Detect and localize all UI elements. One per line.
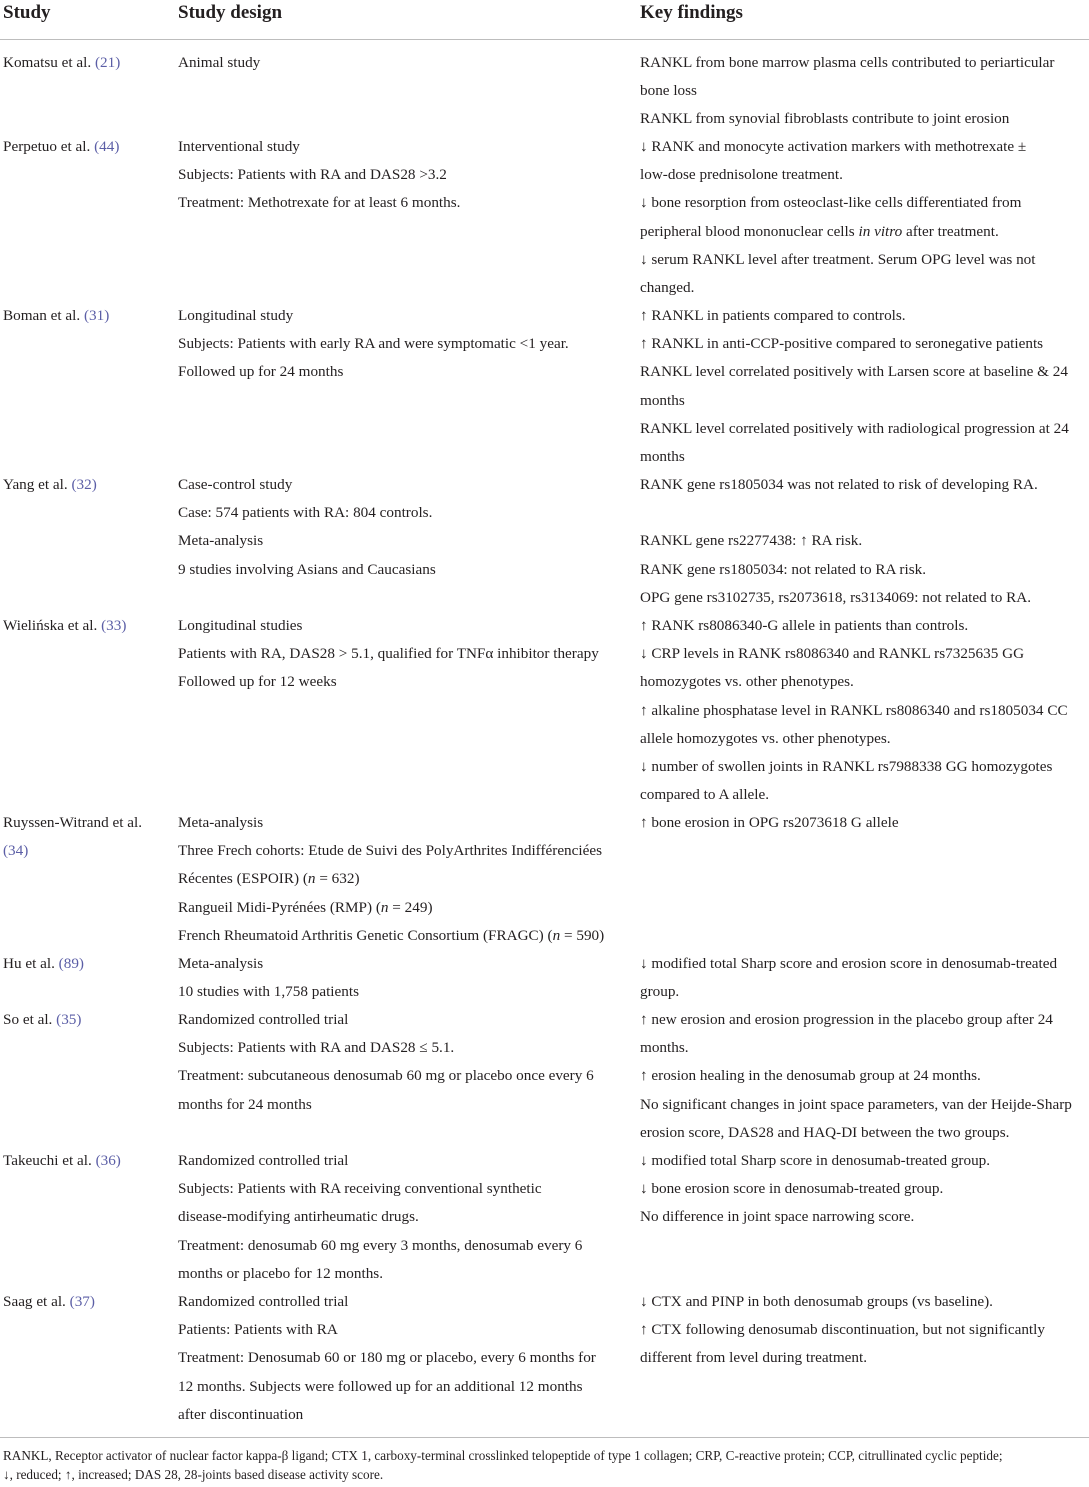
finding-line: months [640, 391, 685, 409]
finding-line: ↑ CTX following denosumab discontinuation, but not significantly [640, 1321, 1045, 1339]
finding-line: bone loss [640, 82, 697, 100]
table-bottom-rule [0, 1437, 1089, 1438]
finding-line: ↑ RANKL in patients compared to controls. [640, 307, 906, 324]
design-cell [178, 1288, 628, 1429]
design-line: Randomized controlled trial [178, 1293, 349, 1310]
study-name [3, 471, 168, 499]
finding-line: months [640, 448, 685, 466]
finding-line: ↑ bone erosion in OPG rs2073618 G allele [640, 814, 899, 831]
design-line: Subjects: Patients with RA and DAS28 ≤ 5.1. [178, 1039, 455, 1057]
study-name [3, 1147, 168, 1175]
finding-line: ↑ RANKL in anti-CCP-positive compared to seronegative patients [640, 335, 1044, 353]
header-study-design: Study design [178, 2, 283, 23]
finding-line: erosion score, DAS28 and HAQ-DI between the two groups. [640, 1123, 1010, 1141]
study-name [3, 809, 168, 837]
findings-cell [640, 809, 1086, 837]
design-cell [178, 471, 628, 584]
finding-line: ↓ CRP levels in RANK rs8086340 and RANKL rs7325635 GG [640, 645, 1025, 663]
text-segment: Rangueil Midi-Pyrénées (RMP) ( [178, 898, 381, 916]
study-author: Takeuchi et al. [3, 1152, 96, 1169]
design-line: Subjects: Patients with RA and DAS28 >3.2 [178, 166, 447, 184]
finding-line: ↓ bone resorption from osteoclast-like cells differentiated from [640, 194, 1022, 212]
design-line: Randomized controlled trial [178, 1011, 349, 1028]
study-cell [3, 302, 168, 330]
finding-line: low-dose prednisolone treatment. [640, 166, 843, 184]
finding-line: No significant changes in joint space parameters, van der Heijde-Sharp [640, 1095, 1072, 1113]
text-segment: = 632) [315, 870, 360, 888]
finding-line: changed. [640, 279, 695, 297]
finding-line: ↑ erosion healing in the denosumab group at 24 months. [640, 1067, 981, 1085]
finding-line: homozygotes vs. other phenotypes. [640, 673, 854, 691]
study-cell [3, 471, 168, 499]
design-line [178, 922, 628, 950]
table-footnote [3, 1446, 1087, 1484]
design-line: Interventional study [178, 138, 300, 155]
design-line: months for 24 months [178, 1095, 312, 1113]
finding-line: ↑ new erosion and erosion progression in the placebo group after 24 [640, 1011, 1053, 1028]
design-line: 12 months. Subjects were followed up for an additional 12 months [178, 1377, 583, 1395]
finding-line: RANKL level correlated positively with radiological progression at 24 [640, 419, 1069, 437]
study-author: Boman et al. [3, 307, 84, 324]
footnote-line: ↓, reduced; ↑, increased; DAS 28, 28-joints based disease activity score. [3, 1467, 384, 1482]
finding-line: ↓ number of swollen joints in RANKL rs7988338 GG homozygotes [640, 758, 1053, 776]
finding-line: No difference in joint space narrowing score. [640, 1208, 915, 1226]
study-cell [3, 133, 168, 161]
finding-line: ↓ serum RANKL level after treatment. Serum OPG level was not [640, 250, 1036, 268]
design-line: Case-control study [178, 476, 293, 493]
finding-line: RANK gene rs1805034: not related to RA risk. [640, 560, 926, 578]
findings-cell [640, 1147, 1086, 1232]
finding-line: ↓ CTX and PINP in both denosumab groups (vs baseline). [640, 1293, 993, 1310]
study-cell [3, 950, 168, 978]
design-line: Treatment: subcutaneous denosumab 60 mg or placebo once every 6 [178, 1067, 594, 1085]
design-line: Animal study [178, 54, 261, 71]
finding-line: group. [640, 983, 680, 1001]
design-line: Meta-analysis [178, 532, 264, 550]
finding-line: compared to A allele. [640, 786, 770, 804]
findings-cell [640, 1288, 1086, 1373]
design-cell [178, 950, 628, 1006]
design-cell [178, 1006, 628, 1119]
text-segment: peripheral blood mononuclear cells [640, 222, 859, 240]
text-segment: after treatment. [902, 222, 999, 240]
finding-line: OPG gene rs3102735, rs2073618, rs3134069: not related to RA. [640, 588, 1032, 606]
reference-link[interactable]: (36) [95, 1152, 121, 1169]
study-name [3, 612, 168, 640]
study-cell [3, 612, 168, 640]
italic-term: n [380, 898, 389, 916]
findings-cell [640, 612, 1086, 809]
design-line: disease-modifying antirheumatic drugs. [178, 1208, 419, 1226]
reference-link[interactable]: (33) [101, 617, 127, 634]
study-name [3, 133, 168, 161]
reference-link[interactable]: (44) [94, 138, 120, 155]
finding-line: ↑ RANK rs8086340-G allele in patients than controls. [640, 617, 969, 634]
study-author: Hu et al. [3, 955, 59, 972]
design-line: Subjects: Patients with RA receiving conventional synthetic [178, 1180, 542, 1198]
design-line: Meta-analysis [178, 955, 264, 972]
study-name [3, 49, 168, 77]
findings-cell [640, 49, 1086, 134]
finding-line: RANKL from bone marrow plasma cells contributed to periarticular [640, 54, 1055, 71]
text-segment: = 590) [560, 926, 605, 944]
study-author: Saag et al. [3, 1293, 70, 1310]
findings-cell [640, 133, 1086, 302]
design-line: 9 studies involving Asians and Caucasians [178, 560, 436, 578]
finding-line [640, 499, 1086, 527]
design-line: Patients with RA, DAS28 > 5.1, qualified for TNFα inhibitor therapy [178, 645, 599, 663]
reference-link[interactable]: (37) [69, 1293, 95, 1310]
table-header [0, 0, 1089, 40]
italic-term: n [552, 926, 561, 944]
study-name [3, 950, 168, 978]
design-line: Meta-analysis [178, 814, 264, 831]
findings-cell [640, 302, 1086, 471]
reference-link[interactable]: (32) [71, 476, 97, 493]
study-cell [3, 809, 168, 865]
design-cell [178, 49, 628, 77]
finding-line: ↓ modified total Sharp score and erosion score in denosumab-treated [640, 955, 1058, 972]
study-name [3, 1006, 168, 1034]
design-line: Treatment: Denosumab 60 or 180 mg or placebo, every 6 months for [178, 1349, 596, 1367]
finding-line: ↓ modified total Sharp score in denosumab-treated group. [640, 1152, 991, 1169]
finding-line: allele homozygotes vs. other phenotypes. [640, 729, 891, 747]
reference-link[interactable]: (34) [3, 842, 29, 860]
design-line: Followed up for 12 weeks [178, 673, 337, 691]
study-author: So et al. [3, 1011, 57, 1028]
finding-line [640, 218, 1086, 246]
design-line: Treatment: Methotrexate for at least 6 months. [178, 194, 461, 212]
design-line [178, 894, 628, 922]
study-name [3, 837, 168, 865]
finding-line: different from level during treatment. [640, 1349, 868, 1367]
design-line: after discontinuation [178, 1405, 304, 1423]
study-author: Ruyssen-Witrand et al. [3, 814, 142, 831]
design-line: Longitudinal studies [178, 617, 303, 634]
text-segment: = 249) [388, 898, 433, 916]
design-line: Subjects: Patients with early RA and were symptomatic <1 year. [178, 335, 569, 353]
design-cell [178, 133, 628, 218]
findings-cell [640, 471, 1086, 612]
footnote-line: RANKL, Receptor activator of nuclear factor kappa-β ligand; CTX 1, carboxy-terminal crosslinked telopeptide of type 1 collagen; CRP, C-reactive protein; CCP, citrullinated cyclic peptide; [3, 1448, 1003, 1463]
reference-link[interactable]: (35) [56, 1011, 82, 1028]
design-line [178, 865, 628, 893]
design-line: Case: 574 patients with RA: 804 controls. [178, 504, 433, 522]
design-line: Three Frech cohorts: Etude de Suivi des PolyArthrites Indifférenciées [178, 842, 603, 860]
design-line: Randomized controlled trial [178, 1152, 349, 1169]
design-line: Followed up for 24 months [178, 363, 344, 381]
finding-line: ↑ alkaline phosphatase level in RANKL rs8086340 and rs1805034 CC [640, 701, 1068, 719]
reference-link[interactable]: (31) [83, 307, 110, 324]
header-key-findings: Key findings [640, 2, 743, 23]
design-line: Treatment: denosumab 60 mg every 3 months, denosumab every 6 [178, 1236, 583, 1254]
design-cell [178, 809, 628, 950]
finding-line: RANKL level correlated positively with Larsen score at baseline & 24 [640, 363, 1068, 381]
text-segment: French Rheumatoid Arthritis Genetic Consortium (FRAGC) ( [178, 926, 553, 944]
finding-line: RANK gene rs1805034 was not related to risk of developing RA. [640, 476, 1038, 493]
study-cell [3, 1288, 168, 1316]
study-author: Yang et al. [3, 476, 72, 493]
finding-line: months. [640, 1039, 689, 1057]
design-cell [178, 1147, 628, 1288]
study-author: Wielińska et al. [3, 617, 102, 634]
study-cell [3, 49, 168, 77]
study-cell [3, 1147, 168, 1175]
design-line: months or placebo for 12 months. [178, 1264, 384, 1282]
design-cell [178, 302, 628, 387]
study-author: Perpetuo et al. [3, 138, 95, 155]
design-line: Longitudinal study [178, 307, 294, 324]
findings-cell [640, 950, 1086, 1006]
finding-line: ↓ bone erosion score in denosumab-treated group. [640, 1180, 944, 1198]
reference-link[interactable]: (89) [58, 955, 84, 972]
design-line: 10 studies with 1,758 patients [178, 983, 359, 1001]
reference-link[interactable]: (21) [94, 54, 121, 71]
finding-line: ↓ RANK and monocyte activation markers with methotrexate ± [640, 138, 1027, 155]
study-name [3, 302, 168, 330]
findings-cell [640, 1006, 1086, 1147]
italic-term: n [307, 870, 316, 888]
study-cell [3, 1006, 168, 1034]
text-segment: Récentes (ESPOIR) ( [178, 870, 308, 888]
header-study: Study [3, 2, 51, 23]
design-line: Patients: Patients with RA [178, 1321, 338, 1339]
finding-line: RANKL gene rs2277438: ↑ RA risk. [640, 532, 863, 550]
italic-term: in vitro [858, 222, 903, 240]
study-name [3, 1288, 168, 1316]
finding-line: RANKL from synovial fibroblasts contribute to joint erosion [640, 110, 1010, 128]
study-author: Komatsu et al. [3, 54, 95, 71]
design-cell [178, 612, 628, 697]
